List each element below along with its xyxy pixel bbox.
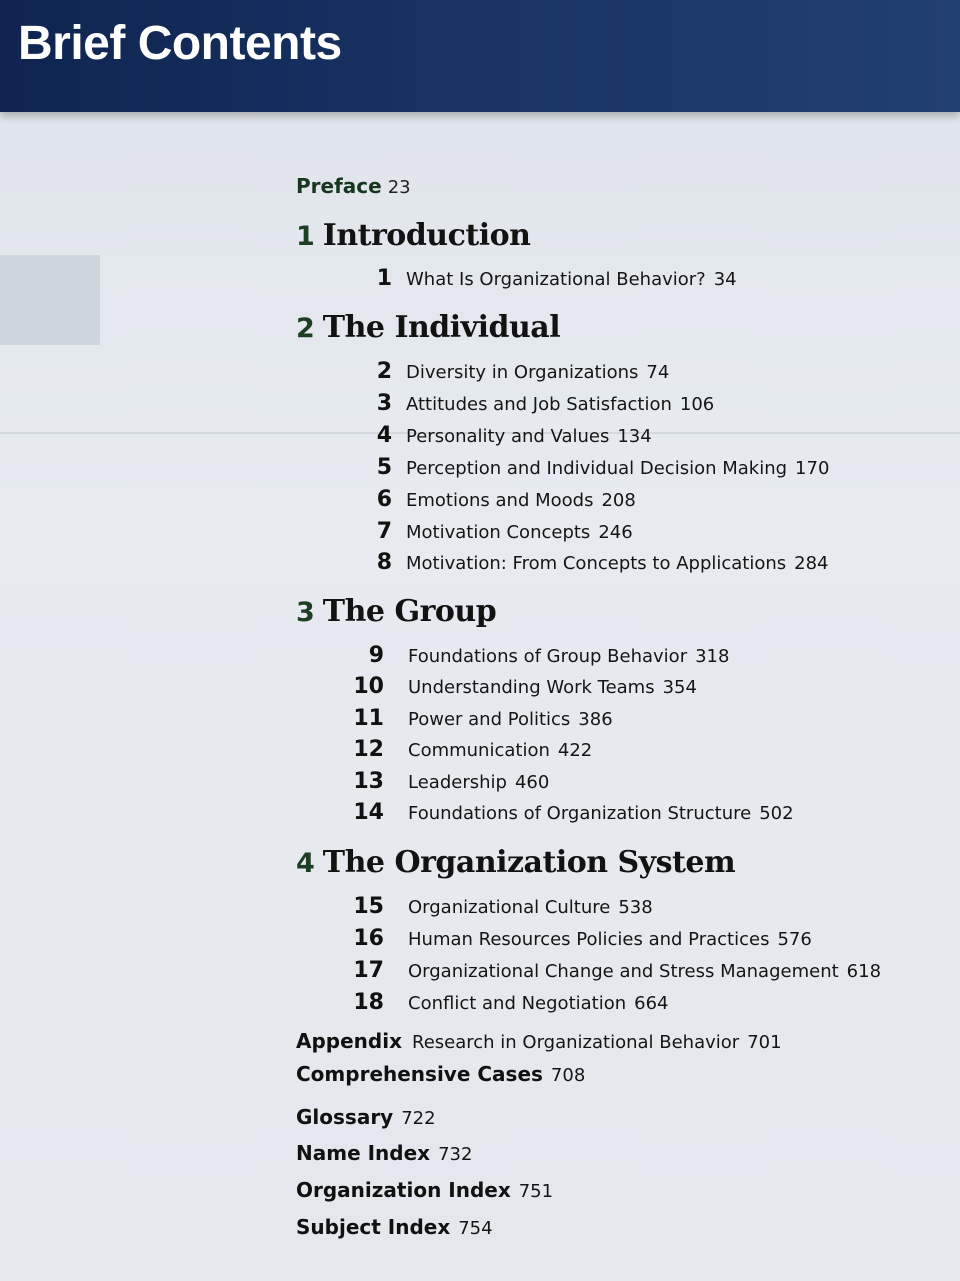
back-matter-entry <box>296 1215 493 1239</box>
back-matter-label: Subject Index <box>296 1215 451 1239</box>
chapter-entry <box>352 359 952 389</box>
chapter-entry <box>344 926 944 956</box>
chapter-entry <box>344 706 944 736</box>
chapter-entry <box>352 423 952 453</box>
chapter-number: 2 <box>376 359 392 384</box>
chapter-page: 386 <box>578 709 613 730</box>
chapter-entry <box>344 894 944 924</box>
chapter-number: 6 <box>376 487 392 512</box>
chapter-title: Motivation Concepts <box>406 522 591 543</box>
chapter-number: 17 <box>353 958 384 983</box>
part-title: The Individual <box>322 310 561 345</box>
toc-preface <box>296 174 411 198</box>
part-heading <box>296 310 560 345</box>
back-matter-entry <box>296 1029 782 1053</box>
chapter-number: 11 <box>353 706 384 731</box>
chapter-page: 664 <box>634 993 669 1014</box>
page-title: Brief Contents <box>18 17 342 70</box>
preface-label: Preface <box>296 174 382 198</box>
back-matter-page: 722 <box>401 1108 436 1129</box>
chapter-page: 134 <box>617 426 652 447</box>
chapter-title: Attitudes and Job Satisfaction <box>406 394 672 415</box>
chapter-entry <box>344 674 944 704</box>
chapter-page: 354 <box>662 677 697 698</box>
chapter-number: 4 <box>376 423 392 448</box>
back-matter-entry <box>296 1062 585 1086</box>
part-number: 4 <box>296 848 315 879</box>
chapter-title: Motivation: From Concepts to Applications <box>406 553 787 574</box>
chapter-title: Leadership <box>408 772 507 793</box>
chapter-page: 576 <box>777 929 812 950</box>
chapter-page: 618 <box>846 961 882 982</box>
chapter-title: Perception and Individual Decision Making <box>406 458 788 479</box>
chapter-title: Emotions and Moods <box>406 490 594 511</box>
back-matter-label: Organization Index <box>296 1178 511 1202</box>
back-matter-label: Glossary <box>296 1105 394 1129</box>
chapter-entry <box>344 737 944 767</box>
chapter-entry <box>352 487 952 517</box>
back-matter-entry <box>296 1141 472 1165</box>
chapter-entry <box>344 800 944 830</box>
chapter-entry <box>344 643 944 673</box>
chapter-page: 34 <box>713 269 737 290</box>
chapter-number: 1 <box>376 266 392 291</box>
back-matter-page: 708 <box>550 1065 586 1086</box>
chapter-title: Organizational Culture <box>408 897 611 918</box>
chapter-page: 208 <box>601 490 636 511</box>
chapter-page: 170 <box>795 458 830 479</box>
chapter-number: 8 <box>376 550 392 575</box>
chapter-title: Foundations of Organization Structure <box>408 803 752 824</box>
chapter-page: 74 <box>646 362 670 383</box>
chapter-entry <box>352 455 952 485</box>
chapter-page: 246 <box>598 522 633 543</box>
chapter-page: 422 <box>557 740 593 761</box>
chapter-title: What Is Organizational Behavior? <box>406 269 706 290</box>
chapter-title: Personality and Values <box>406 426 610 447</box>
chapter-number: 7 <box>376 519 392 544</box>
chapter-title: Organizational Change and Stress Management <box>408 961 839 982</box>
chapter-number: 5 <box>376 455 392 480</box>
part-heading <box>296 218 530 253</box>
part-title: Introduction <box>322 218 531 253</box>
chapter-title: Human Resources Policies and Practices <box>408 929 770 950</box>
chapter-title: Foundations of Group Behavior <box>408 646 688 667</box>
back-matter-label: Appendix <box>296 1029 402 1053</box>
chapter-entry <box>352 391 952 421</box>
chapter-page: 538 <box>618 897 653 918</box>
chapter-page: 106 <box>679 394 715 415</box>
chapter-number: 12 <box>353 737 384 762</box>
chapter-title: Power and Politics <box>408 709 571 730</box>
part-heading <box>296 845 735 880</box>
chapter-page: 460 <box>514 772 550 793</box>
chapter-number: 14 <box>353 800 384 825</box>
part-title: The Group <box>322 594 497 629</box>
chapter-entry <box>344 990 944 1020</box>
chapter-number: 13 <box>353 769 384 794</box>
back-matter-page: 754 <box>458 1218 493 1239</box>
chapter-title: Communication <box>408 740 550 761</box>
back-matter-page: 701 <box>747 1032 782 1053</box>
chapter-page: 502 <box>759 803 794 824</box>
part-number: 2 <box>296 313 315 344</box>
chapter-number: 18 <box>353 990 384 1015</box>
chapter-number: 3 <box>376 391 392 416</box>
back-matter-entry <box>296 1178 553 1202</box>
chapter-number: 15 <box>353 894 384 919</box>
chapter-title: Understanding Work Teams <box>408 677 655 698</box>
chapter-number: 9 <box>368 643 384 668</box>
chapter-entry <box>344 769 944 799</box>
back-matter-label: Comprehensive Cases <box>296 1062 543 1086</box>
part-number: 1 <box>296 221 315 252</box>
part-heading <box>296 594 496 629</box>
back-matter-label: Name Index <box>296 1141 431 1165</box>
chapter-entry <box>352 550 952 580</box>
chapter-page: 284 <box>794 553 829 574</box>
show-through-box <box>0 255 100 345</box>
back-matter-page: 751 <box>518 1181 554 1202</box>
chapter-title: Conflict and Negotiation <box>408 993 627 1014</box>
header-banner <box>0 0 960 112</box>
chapter-number: 10 <box>353 674 384 699</box>
chapter-number: 16 <box>353 926 384 951</box>
part-title: The Organization System <box>322 845 736 880</box>
chapter-entry <box>352 519 952 549</box>
back-matter-entry <box>296 1105 436 1129</box>
chapter-page: 318 <box>695 646 730 667</box>
chapter-entry <box>352 266 952 296</box>
part-number: 3 <box>296 597 315 628</box>
back-matter-page: 732 <box>438 1144 473 1165</box>
chapter-entry <box>344 958 944 988</box>
preface-page: 23 <box>387 177 411 198</box>
chapter-title: Diversity in Organizations <box>406 362 639 383</box>
back-matter-desc: Research in Organizational Behavior <box>412 1032 740 1053</box>
